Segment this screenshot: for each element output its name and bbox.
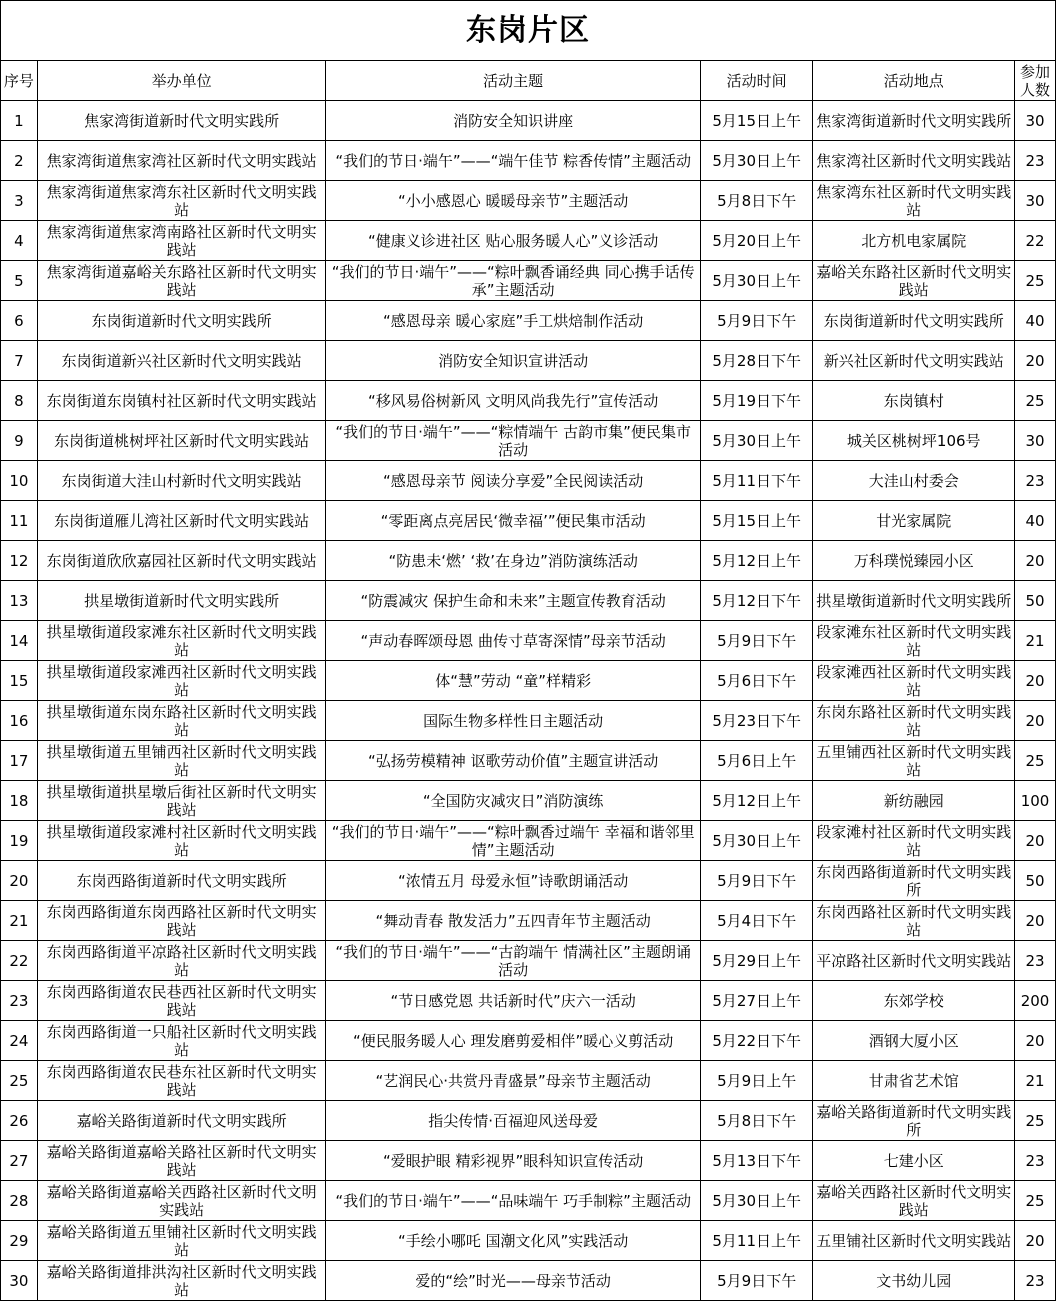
cell-place: 北方机电家属院	[813, 221, 1015, 261]
cell-time: 5月15日上午	[700, 101, 813, 141]
cell-org: 嘉峪关路街道嘉峪关路社区新时代文明实践站	[37, 1141, 326, 1181]
cell-no: 17	[1, 741, 38, 781]
table-row	[1, 141, 1056, 181]
cell-theme: 消防安全知识讲座	[326, 101, 701, 141]
cell-place: 平凉路社区新时代文明实践站	[813, 941, 1015, 981]
cell-org: 东岗街道新兴社区新时代文明实践站	[37, 341, 326, 381]
cell-place: 甘肃省艺术馆	[813, 1061, 1015, 1101]
cell-place: 段家滩村社区新时代文明实践站	[813, 821, 1015, 861]
cell-place: 新兴社区新时代文明实践站	[813, 341, 1015, 381]
page-title: 东岗片区	[1, 1, 1056, 61]
cell-place: 城关区桃树坪106号	[813, 421, 1015, 461]
cell-count: 23	[1015, 461, 1056, 501]
cell-place: 东岗东路社区新时代文明实践站	[813, 701, 1015, 741]
cell-theme: 爱的“绘”时光——母亲节活动	[326, 1261, 701, 1301]
table-row	[1, 1141, 1056, 1181]
cell-theme: “我们的节日·端午”——“粽情端午 古韵市集”便民集市活动	[326, 421, 701, 461]
header-org: 举办单位	[37, 61, 326, 101]
cell-count: 20	[1015, 1021, 1056, 1061]
cell-place: 七建小区	[813, 1141, 1015, 1181]
cell-place: 段家滩东社区新时代文明实践站	[813, 621, 1015, 661]
cell-place: 甘光家属院	[813, 501, 1015, 541]
cell-place: 新纺融园	[813, 781, 1015, 821]
cell-org: 拱星墩街道五里铺西社区新时代文明实践站	[37, 741, 326, 781]
header-place: 活动地点	[813, 61, 1015, 101]
cell-count: 20	[1015, 821, 1056, 861]
table-row	[1, 621, 1056, 661]
cell-count: 40	[1015, 301, 1056, 341]
cell-time: 5月30日上午	[700, 421, 813, 461]
table-row	[1, 461, 1056, 501]
cell-time: 5月9日下午	[700, 1261, 813, 1301]
cell-org: 嘉峪关路街道五里铺社区新时代文明实践站	[37, 1221, 326, 1261]
cell-count: 20	[1015, 341, 1056, 381]
cell-no: 4	[1, 221, 38, 261]
cell-org: 焦家湾街道新时代文明实践所	[37, 101, 326, 141]
cell-theme: “便民服务暖人心 理发磨剪爱相伴”暖心义剪活动	[326, 1021, 701, 1061]
cell-place: 东岗镇村	[813, 381, 1015, 421]
cell-time: 5月30日上午	[700, 141, 813, 181]
cell-theme: “感恩母亲 暖心家庭”手工烘焙制作活动	[326, 301, 701, 341]
cell-org: 东岗街道欣欣嘉园社区新时代文明实践站	[37, 541, 326, 581]
cell-count: 20	[1015, 901, 1056, 941]
cell-no: 27	[1, 1141, 38, 1181]
cell-org: 东岗街道新时代文明实践所	[37, 301, 326, 341]
cell-no: 30	[1, 1261, 38, 1301]
cell-time: 5月9日下午	[700, 621, 813, 661]
cell-no: 9	[1, 421, 38, 461]
cell-count: 50	[1015, 581, 1056, 621]
cell-count: 25	[1015, 1101, 1056, 1141]
cell-count: 20	[1015, 541, 1056, 581]
cell-org: 拱星墩街道段家滩西社区新时代文明实践站	[37, 661, 326, 701]
cell-count: 21	[1015, 621, 1056, 661]
cell-theme: “节日感党恩 共话新时代”庆六一活动	[326, 981, 701, 1021]
cell-time: 5月11日下午	[700, 461, 813, 501]
cell-count: 23	[1015, 1261, 1056, 1301]
cell-time: 5月23日下午	[700, 701, 813, 741]
cell-time: 5月4日下午	[700, 901, 813, 941]
cell-theme: “艺润民心·共赏丹青盛景”母亲节主题活动	[326, 1061, 701, 1101]
cell-time: 5月28日下午	[700, 341, 813, 381]
cell-no: 5	[1, 261, 38, 301]
cell-no: 15	[1, 661, 38, 701]
cell-no: 20	[1, 861, 38, 901]
cell-count: 25	[1015, 741, 1056, 781]
table-row	[1, 821, 1056, 861]
cell-org: 拱星墩街道段家滩东社区新时代文明实践站	[37, 621, 326, 661]
table-row	[1, 941, 1056, 981]
table-row	[1, 1261, 1056, 1301]
cell-org: 东岗西路街道农民巷西社区新时代文明实践站	[37, 981, 326, 1021]
cell-count: 20	[1015, 1221, 1056, 1261]
cell-org: 东岗西路街道平凉路社区新时代文明实践站	[37, 941, 326, 981]
cell-count: 30	[1015, 421, 1056, 461]
cell-place: 焦家湾社区新时代文明实践站	[813, 141, 1015, 181]
table-row	[1, 901, 1056, 941]
table-row	[1, 1101, 1056, 1141]
header-row	[1, 61, 1056, 101]
cell-no: 12	[1, 541, 38, 581]
cell-place: 东岗西路社区新时代文明实践站	[813, 901, 1015, 941]
cell-place: 酒钢大厦小区	[813, 1021, 1015, 1061]
table-row	[1, 181, 1056, 221]
cell-theme: “健康义诊进社区 贴心服务暖人心”义诊活动	[326, 221, 701, 261]
cell-theme: “小小感恩心 暖暖母亲节”主题活动	[326, 181, 701, 221]
cell-theme: 国际生物多样性日主题活动	[326, 701, 701, 741]
header-theme: 活动主题	[326, 61, 701, 101]
table-row	[1, 381, 1056, 421]
table-row	[1, 301, 1056, 341]
cell-theme: 体“慧”劳动 “童”样精彩	[326, 661, 701, 701]
cell-no: 19	[1, 821, 38, 861]
cell-count: 25	[1015, 1181, 1056, 1221]
cell-no: 13	[1, 581, 38, 621]
cell-theme: “防震减灾 保护生命和未来”主题宣传教育活动	[326, 581, 701, 621]
cell-time: 5月12日上午	[700, 781, 813, 821]
cell-no: 1	[1, 101, 38, 141]
header-count: 参加人数	[1015, 61, 1056, 101]
table-row	[1, 421, 1056, 461]
cell-theme: “爱眼护眼 精彩视界”眼科知识宣传活动	[326, 1141, 701, 1181]
cell-no: 10	[1, 461, 38, 501]
table-row	[1, 261, 1056, 301]
cell-no: 25	[1, 1061, 38, 1101]
cell-time: 5月15日上午	[700, 501, 813, 541]
cell-theme: “感恩母亲节 阅读分享爱”全民阅读活动	[326, 461, 701, 501]
cell-time: 5月8日下午	[700, 1101, 813, 1141]
table-row	[1, 701, 1056, 741]
cell-time: 5月30日上午	[700, 821, 813, 861]
cell-theme: “零距离点亮居民‘微幸福’”便民集市活动	[326, 501, 701, 541]
cell-time: 5月12日上午	[700, 541, 813, 581]
cell-count: 25	[1015, 261, 1056, 301]
cell-count: 22	[1015, 221, 1056, 261]
cell-no: 22	[1, 941, 38, 981]
cell-no: 16	[1, 701, 38, 741]
cell-time: 5月6日下午	[700, 661, 813, 701]
cell-no: 24	[1, 1021, 38, 1061]
cell-place: 东郊学校	[813, 981, 1015, 1021]
cell-place: 嘉峪关路街道新时代文明实践所	[813, 1101, 1015, 1141]
table-row	[1, 581, 1056, 621]
cell-place: 焦家湾街道新时代文明实践所	[813, 101, 1015, 141]
cell-org: 东岗街道大洼山村新时代文明实践站	[37, 461, 326, 501]
cell-theme: “声动春晖颂母恩 曲传寸草寄深情”母亲节活动	[326, 621, 701, 661]
cell-no: 6	[1, 301, 38, 341]
cell-time: 5月12日下午	[700, 581, 813, 621]
cell-no: 2	[1, 141, 38, 181]
cell-place: 大洼山村委会	[813, 461, 1015, 501]
table-row	[1, 741, 1056, 781]
cell-theme: “防患未‘燃’ ‘救’在身边”消防演练活动	[326, 541, 701, 581]
table-row	[1, 781, 1056, 821]
cell-no: 28	[1, 1181, 38, 1221]
table-row	[1, 1181, 1056, 1221]
table-row	[1, 501, 1056, 541]
table-row	[1, 661, 1056, 701]
cell-time: 5月20日上午	[700, 221, 813, 261]
cell-theme: 消防安全知识宣讲活动	[326, 341, 701, 381]
table-row	[1, 341, 1056, 381]
cell-time: 5月9日下午	[700, 861, 813, 901]
cell-place: 五里铺社区新时代文明实践站	[813, 1221, 1015, 1261]
table-row	[1, 221, 1056, 261]
header-time: 活动时间	[700, 61, 813, 101]
cell-theme: “我们的节日·端午”——“品味端午 巧手制粽”主题活动	[326, 1181, 701, 1221]
cell-org: 焦家湾街道焦家湾南路社区新时代文明实践站	[37, 221, 326, 261]
cell-theme: 指尖传情·百福迎风送母爱	[326, 1101, 701, 1141]
cell-place: 文书幼儿园	[813, 1261, 1015, 1301]
cell-place: 东岗西路街道新时代文明实践所	[813, 861, 1015, 901]
cell-no: 11	[1, 501, 38, 541]
cell-no: 26	[1, 1101, 38, 1141]
cell-count: 20	[1015, 701, 1056, 741]
cell-theme: “我们的节日·端午”——“粽叶飘香诵经典 同心携手话传承”主题活动	[326, 261, 701, 301]
cell-count: 21	[1015, 1061, 1056, 1101]
cell-count: 25	[1015, 381, 1056, 421]
table-row	[1, 541, 1056, 581]
cell-no: 21	[1, 901, 38, 941]
cell-time: 5月8日下午	[700, 181, 813, 221]
cell-org: 嘉峪关路街道嘉峪关西路社区新时代文明实践站	[37, 1181, 326, 1221]
cell-theme: “我们的节日·端午”——“古韵端午 情满社区”主题朗诵活动	[326, 941, 701, 981]
cell-theme: “全国防灾减灾日”消防演练	[326, 781, 701, 821]
cell-place: 嘉峪关东路社区新时代文明实践站	[813, 261, 1015, 301]
table-row	[1, 101, 1056, 141]
table-row	[1, 1021, 1056, 1061]
cell-no: 23	[1, 981, 38, 1021]
cell-org: 东岗西路街道农民巷东社区新时代文明实践站	[37, 1061, 326, 1101]
cell-no: 18	[1, 781, 38, 821]
cell-org: 东岗西路街道一只船社区新时代文明实践站	[37, 1021, 326, 1061]
cell-time: 5月13日下午	[700, 1141, 813, 1181]
cell-time: 5月11日上午	[700, 1221, 813, 1261]
cell-org: 东岗街道东岗镇村社区新时代文明实践站	[37, 381, 326, 421]
cell-place: 段家滩西社区新时代文明实践站	[813, 661, 1015, 701]
cell-count: 23	[1015, 141, 1056, 181]
cell-theme: “我们的节日·端午”——“粽叶飘香过端午 幸福和谐邻里情”主题活动	[326, 821, 701, 861]
cell-no: 14	[1, 621, 38, 661]
table-row	[1, 861, 1056, 901]
table-body	[1, 101, 1056, 1301]
cell-org: 东岗西路街道东岗西路社区新时代文明实践站	[37, 901, 326, 941]
cell-place: 五里铺西社区新时代文明实践站	[813, 741, 1015, 781]
cell-time: 5月9日下午	[700, 301, 813, 341]
cell-count: 100	[1015, 781, 1056, 821]
header-no: 序号	[1, 61, 38, 101]
cell-org: 东岗西路街道新时代文明实践所	[37, 861, 326, 901]
cell-org: 拱星墩街道拱星墩后街社区新时代文明实践站	[37, 781, 326, 821]
cell-org: 东岗街道雁儿湾社区新时代文明实践站	[37, 501, 326, 541]
cell-org: 焦家湾街道嘉峪关东路社区新时代文明实践站	[37, 261, 326, 301]
cell-place: 万科璞悦臻园小区	[813, 541, 1015, 581]
cell-time: 5月19日下午	[700, 381, 813, 421]
cell-org: 东岗街道桃树坪社区新时代文明实践站	[37, 421, 326, 461]
cell-time: 5月9日上午	[700, 1061, 813, 1101]
cell-place: 东岗街道新时代文明实践所	[813, 301, 1015, 341]
cell-no: 29	[1, 1221, 38, 1261]
cell-no: 7	[1, 341, 38, 381]
cell-org: 嘉峪关路街道排洪沟社区新时代文明实践站	[37, 1261, 326, 1301]
cell-theme: “舞动青春 散发活力”五四青年节主题活动	[326, 901, 701, 941]
cell-count: 23	[1015, 941, 1056, 981]
cell-time: 5月22日下午	[700, 1021, 813, 1061]
cell-time: 5月27日上午	[700, 981, 813, 1021]
cell-no: 3	[1, 181, 38, 221]
cell-place: 嘉峪关西路社区新时代文明实践站	[813, 1181, 1015, 1221]
cell-theme: “弘扬劳模精神 讴歌劳动价值”主题宣讲活动	[326, 741, 701, 781]
cell-time: 5月29日上午	[700, 941, 813, 981]
cell-theme: “浓情五月 母爱永恒”诗歌朗诵活动	[326, 861, 701, 901]
cell-theme: “我们的节日·端午”——“端午佳节 粽香传情”主题活动	[326, 141, 701, 181]
cell-org: 拱星墩街道东岗东路社区新时代文明实践站	[37, 701, 326, 741]
cell-place: 拱星墩街道新时代文明实践所	[813, 581, 1015, 621]
cell-no: 8	[1, 381, 38, 421]
cell-org: 嘉峪关路街道新时代文明实践所	[37, 1101, 326, 1141]
cell-count: 50	[1015, 861, 1056, 901]
cell-count: 23	[1015, 1141, 1056, 1181]
cell-org: 拱星墩街道段家滩村社区新时代文明实践站	[37, 821, 326, 861]
cell-count: 30	[1015, 181, 1056, 221]
cell-theme: “手绘小哪吒 国潮文化风”实践活动	[326, 1221, 701, 1261]
cell-time: 5月30日上午	[700, 261, 813, 301]
cell-count: 20	[1015, 661, 1056, 701]
cell-count: 200	[1015, 981, 1056, 1021]
cell-place: 焦家湾东社区新时代文明实践站	[813, 181, 1015, 221]
table-row	[1, 981, 1056, 1021]
cell-org: 拱星墩街道新时代文明实践所	[37, 581, 326, 621]
cell-org: 焦家湾街道焦家湾社区新时代文明实践站	[37, 141, 326, 181]
cell-time: 5月30日上午	[700, 1181, 813, 1221]
cell-count: 40	[1015, 501, 1056, 541]
cell-time: 5月6日上午	[700, 741, 813, 781]
cell-org: 焦家湾街道焦家湾东社区新时代文明实践站	[37, 181, 326, 221]
cell-count: 30	[1015, 101, 1056, 141]
table-row	[1, 1221, 1056, 1261]
cell-theme: “移风易俗树新风 文明风尚我先行”宣传活动	[326, 381, 701, 421]
table-row	[1, 1061, 1056, 1101]
